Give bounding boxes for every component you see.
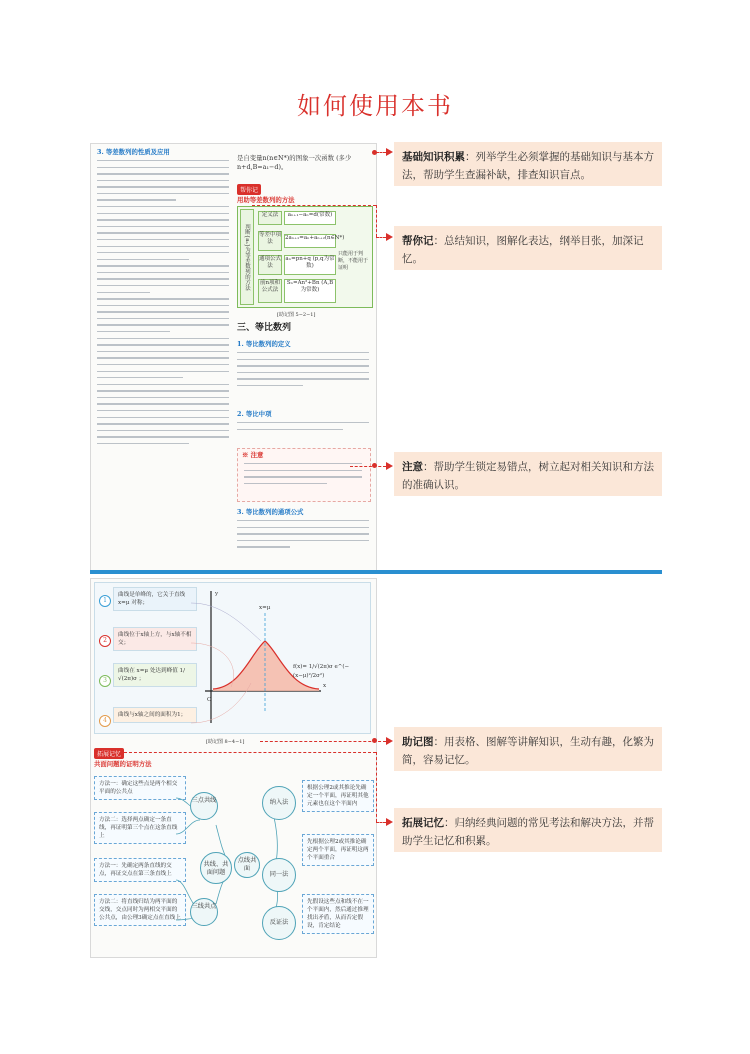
method-box: 方法一：确定这些点是两个相交平面的公共点: [94, 776, 186, 800]
leader-line: [376, 237, 386, 238]
normal-curve-graph: [191, 583, 369, 733]
subheading: 3. 等比数列的通项公式: [237, 508, 304, 516]
branch-node: 三点共线: [190, 792, 218, 820]
callout-desc: ：列举学生必须掌握的基础知识与基本方法，帮助学生查漏补缺，排查知识盲点。: [402, 151, 654, 181]
help-side-label: 判断{aₙ}为等差数列的方法: [240, 209, 254, 305]
help-caption: 用助等差数列的方法: [237, 196, 295, 204]
leader-arrow: [386, 818, 393, 826]
leader-arrow: [386, 462, 393, 470]
approach-node: 同一法: [262, 858, 296, 892]
help-diagram: [237, 206, 373, 308]
callout-term: 注意: [402, 461, 423, 473]
callout-desc: ：用表格、图解等讲解知识，生动有趣，化繁为简，容易记忆。: [402, 736, 654, 766]
svg-text:x: x: [323, 683, 327, 689]
subheading: 1. 等比数列的定义: [237, 340, 291, 348]
help-badge: 帮你记: [237, 184, 261, 195]
extension-subtitle: 共面问题的证明方法: [94, 760, 152, 768]
callout-term: 帮你记: [402, 235, 434, 247]
mid-text: 是自变量n(n∈N*)的图象一次函数 (多少n+d,B=a₁−d)。: [237, 154, 352, 171]
property-bubble: 曲线在 x=μ 处达到峰值 1/√(2π)σ ；: [113, 663, 197, 687]
section-heading: 3. 等差数列的性质及应用: [97, 148, 170, 156]
help-row-name: 通项公式法: [258, 255, 282, 275]
branch-node: 三线共点: [190, 898, 218, 926]
leader-line: [376, 822, 386, 823]
approach-text: 先根据公理2或其推论确定两个平面，再证明这两个平面重合: [302, 834, 374, 866]
leader-line: [260, 741, 386, 742]
property-bubble: 曲线位于x轴上方，与x轴不相交；: [113, 627, 197, 651]
center-node: 共线、共面问题: [200, 852, 232, 884]
callout-extended-memory: [394, 808, 662, 852]
branch-node: 点线共面: [234, 852, 260, 878]
help-row-formula: aₙ₊₁−aₙ=d(常数): [284, 211, 336, 225]
leader-line: [376, 752, 377, 822]
leader-line: [124, 752, 376, 753]
help-row-name: 等差中项法: [258, 231, 282, 251]
leader-dot: [372, 738, 377, 743]
callout-help-remember: [394, 226, 662, 270]
leader-line: [350, 466, 386, 467]
body-text-left: [97, 160, 229, 449]
note-box: [237, 448, 371, 502]
callout-term: 助记图: [402, 736, 434, 748]
method-box: 方法二：将直线归结为两平面的交线，交点同时为两相交平面的公共点，由公理3确定点在直线上: [94, 894, 186, 926]
leader-arrow: [386, 737, 393, 745]
callout-desc: ：帮助学生锁定易错点，树立起对相关知识和方法的准确认识。: [402, 461, 654, 491]
note-label: ※ 注意: [242, 451, 264, 459]
callout-term: 拓展记忆: [402, 817, 444, 829]
callout-desc: ：归纳经典问题的常见考法和解决方法，并帮助学生记忆和积累。: [402, 817, 654, 847]
normal-curve-panel: [94, 582, 371, 734]
leader-line: [376, 152, 386, 153]
property-bubble: 曲线与x轴之间的面积为1；: [113, 707, 197, 723]
section-title-geometric: 三、等比数列: [237, 323, 292, 333]
callout-basic-knowledge: [394, 142, 662, 186]
svg-text:O: O: [207, 697, 212, 703]
section-divider: [90, 570, 662, 574]
method-box: 方法二：选择两点确定一条直线，再证明第三个点在这条直线上: [94, 812, 186, 844]
pdf-formula: f(x)= 1/√(2π)σ e^(−(x−μ)²/2σ²): [293, 664, 350, 679]
help-row-name: 定义法: [258, 211, 282, 225]
body-text-right: [237, 352, 369, 391]
help-row-formula: 2aₙ₊₁=aₙ+aₙ₊₂(n∈N*): [284, 234, 336, 248]
callout-term: 基础知识积累: [402, 151, 465, 163]
bubble-number: 1: [99, 595, 111, 607]
help-row-formula: aₙ=pn+q (p,q为常数): [284, 255, 336, 275]
help-row-formula: Sₙ=An²+Bn (A,B为常数): [284, 279, 336, 303]
svg-text:y: y: [215, 591, 219, 597]
leader-line: [252, 205, 376, 206]
approach-text: 根据公理2或其推论先确定一个平面，再证明其他元素也在这个平面内: [302, 780, 374, 812]
bubble-number: 3: [99, 675, 111, 687]
page-title: 如何使用本书: [297, 92, 453, 120]
axis-line-label: x=μ: [259, 605, 271, 611]
method-box: 方法一：先确定两条直线的交点，再证交点在第三条直线上: [94, 858, 186, 882]
approach-node: 纳入法: [262, 786, 296, 820]
callout-desc: ：总结知识，图解化表达，纲举目张，加深记忆。: [402, 235, 644, 265]
property-bubble: 曲线是单峰的，它关于直线 x=μ 对称；: [113, 587, 197, 611]
extension-badge: 拓展记忆: [94, 748, 124, 759]
help-row-name: 前n项和公式法: [258, 279, 282, 303]
body-text-right: [237, 422, 369, 435]
leader-line: [376, 205, 377, 237]
approach-text: 先假设这些点和线不在一个平面内，然后通过推理找出矛盾，从而否定假设，肯定结论: [302, 894, 374, 934]
bubble-number: 2: [99, 635, 111, 647]
body-text-right: [237, 520, 369, 553]
leader-arrow: [386, 233, 393, 241]
callout-note: [394, 452, 662, 496]
leader-arrow: [386, 148, 393, 156]
fig-label: [助记图 5−2−1]: [277, 312, 316, 318]
fig-label: [助记图 8−4−1]: [206, 739, 245, 745]
bubble-number: 4: [99, 715, 111, 727]
sample-page-arithmetic-sequence: [90, 143, 377, 571]
leader-dot: [372, 463, 377, 468]
help-note: 只能用于判断，不能用于证明: [338, 251, 369, 271]
approach-node: 反证法: [262, 906, 296, 940]
subheading: 2. 等比中项: [237, 410, 272, 418]
callout-memory-diagram: [394, 727, 662, 771]
